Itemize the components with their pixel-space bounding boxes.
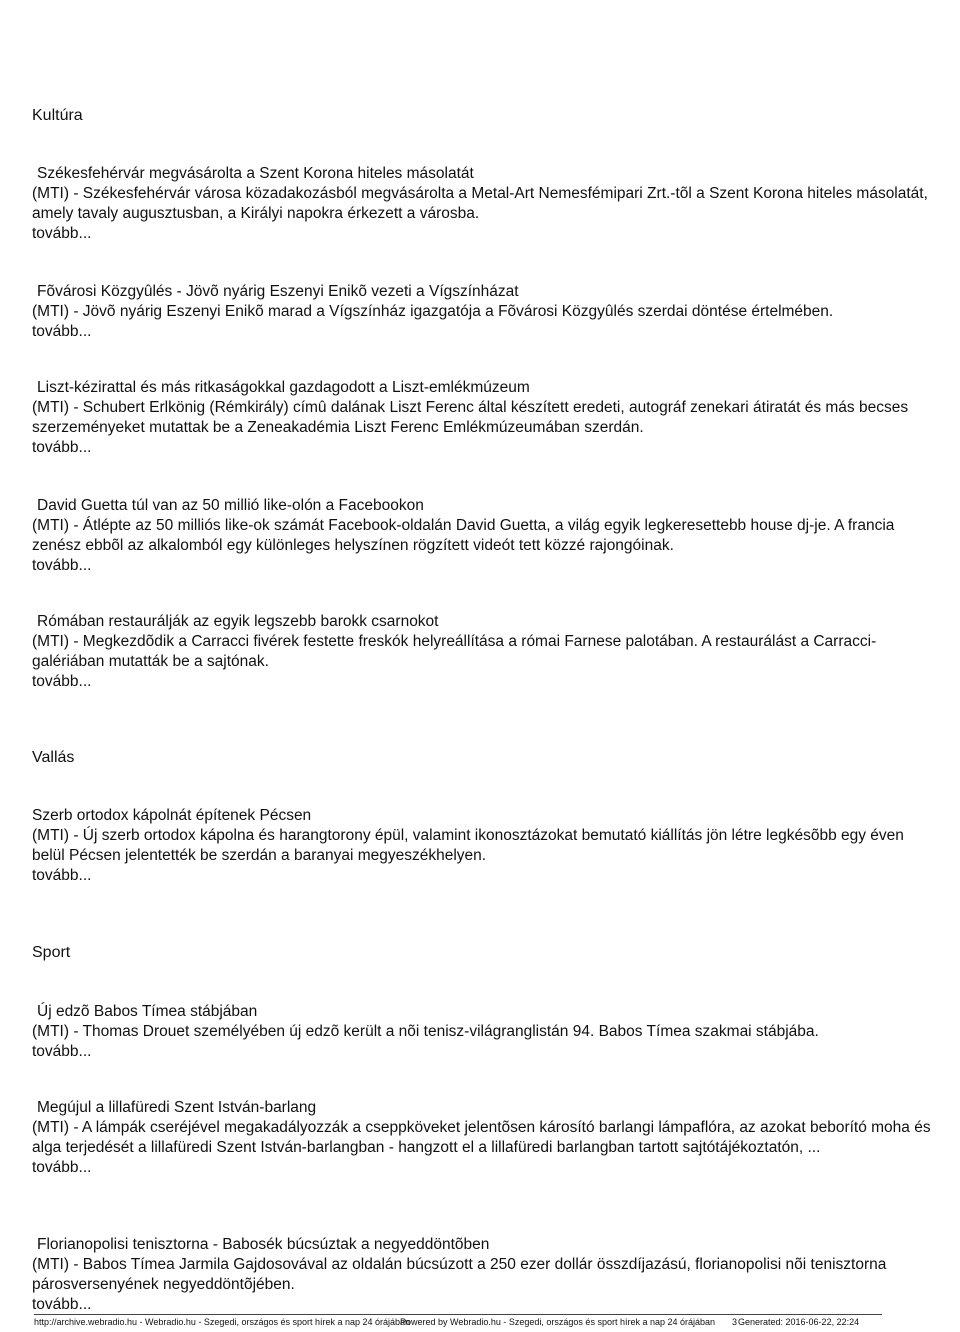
article — [32, 1098, 932, 1178]
article — [32, 1235, 932, 1315]
more-link[interactable]: tovább... — [32, 225, 92, 242]
article-body: (MTI) - Átlépte az 50 milliós like-ok számát Facebook-oldalán David Guetta, a világ egyik legkeresettebb house dj-je. A francia zenész ebbõl az alkalomból egy különleges helyszínen rögzített videót tett közzé rajongóinak. — [32, 517, 895, 554]
article — [32, 378, 932, 458]
article-title: David Guetta túl van az 50 millió like-olón a Facebookon — [37, 497, 424, 514]
footer-url: http://archive.webradio.hu - Webradio.hu - Szegedi, országos és sport hírek a nap 24 órájában — [34, 1317, 411, 1327]
article-title: Fõvárosi Közgyûlés - Jövõ nyárig Eszenyi Enikõ vezeti a Vígszínházat — [37, 283, 519, 300]
footer-generated: Generated: 2016-06-22, 22:24 — [738, 1317, 860, 1327]
article-body: (MTI) - Új szerb ortodox kápolna és harangtorony épül, valamint ikonosztázokat bemutató kiállítás jön létre legkésõbb egy éven belül Pécsen jelentették be szerdán a baranyai megyeszékhelyen. — [32, 827, 904, 864]
article-body: (MTI) - Thomas Drouet személyében új edzõ került a nõi tenisz-világranglistán 94. Babos Tímea szakmai stábjába. — [32, 1023, 819, 1040]
article — [32, 612, 932, 692]
article — [32, 1002, 932, 1062]
more-link[interactable]: tovább... — [32, 323, 92, 340]
footer-overlap-text: Powered by Webradio.hu - Szegedi, országos és sport hírek a nap 24 órájában — [400, 1317, 716, 1327]
more-link[interactable]: tovább... — [32, 439, 92, 456]
more-link[interactable]: tovább... — [32, 1043, 92, 1060]
more-link[interactable]: tovább... — [32, 1159, 92, 1176]
article-title: Székesfehérvár megvásárolta a Szent Korona hiteles másolatát — [37, 165, 474, 182]
article-body: (MTI) - Babos Tímea Jarmila Gajdosovával az oldalán búcsúzott a 250 ezer dollár összdíjazású, florianopolisi nõi tenisztorna párosversenyének negyeddöntõjében. — [32, 1256, 887, 1293]
more-link[interactable]: tovább... — [32, 1296, 92, 1313]
article — [32, 282, 932, 342]
footer-page-number: 3 — [732, 1317, 738, 1327]
section-title-vallas: Vallás — [32, 749, 75, 766]
article-title: Szerb ortodox kápolnát építenek Pécsen — [32, 807, 312, 824]
article — [32, 806, 932, 886]
article-title: Új edzõ Babos Tímea stábjában — [37, 1003, 258, 1020]
section-title-kultura: Kultúra — [32, 107, 83, 124]
article-body: (MTI) - A lámpák cseréjével megakadályozzák a cseppköveket jelentõsen károsító barlangi lámpaflóra, az azokat beborító moha és alga terjedését a lillafüredi Szent István-barlangban - hangzott el a lillafüredi barlangban tartott sajtótájékoztatón, ... — [32, 1119, 931, 1156]
article-body: (MTI) - Schubert Erlkönig (Rémkirály) címû dalának Liszt Ferenc által készített eredeti, autográf zenekari átiratát és más becses szerzeményeket mutattak be a Zeneakadémia Liszt Ferenc Emlékmúzeumában szerdán. — [32, 399, 909, 436]
article — [32, 164, 932, 244]
article — [32, 496, 932, 576]
more-link[interactable]: tovább... — [32, 673, 92, 690]
footer-divider — [34, 1314, 882, 1315]
article-title: Florianopolisi tenisztorna - Babosék búcsúztak a negyeddöntõben — [37, 1236, 490, 1253]
article-title: Megújul a lillafüredi Szent István-barlang — [37, 1099, 317, 1116]
more-link[interactable]: tovább... — [32, 867, 92, 884]
section-title-sport: Sport — [32, 944, 71, 961]
article-body: (MTI) - Székesfehérvár városa közadakozásból megvásárolta a Metal-Art Nemesfémipari Zrt.-tõl a Szent Korona hiteles másolatát, amely tavaly augusztusban, a Királyi napokra érkezett a városba. — [32, 185, 928, 222]
article-body: (MTI) - Jövõ nyárig Eszenyi Enikõ marad a Vígszínház igazgatója a Fõvárosi Közgyûlés szerdai döntése értelmében. — [32, 303, 834, 320]
article-body: (MTI) - Megkezdõdik a Carracci fivérek festette freskók helyreállítása a római Farnese palotában. A restaurálást a Carracci-galériában mutatták be a sajtónak. — [32, 633, 877, 670]
more-link[interactable]: tovább... — [32, 557, 92, 574]
article-title: Rómában restaurálják az egyik legszebb barokk csarnokot — [37, 613, 439, 630]
article-title: Liszt-kézirattal és más ritkaságokkal gazdagodott a Liszt-emlékmúzeum — [37, 379, 530, 396]
